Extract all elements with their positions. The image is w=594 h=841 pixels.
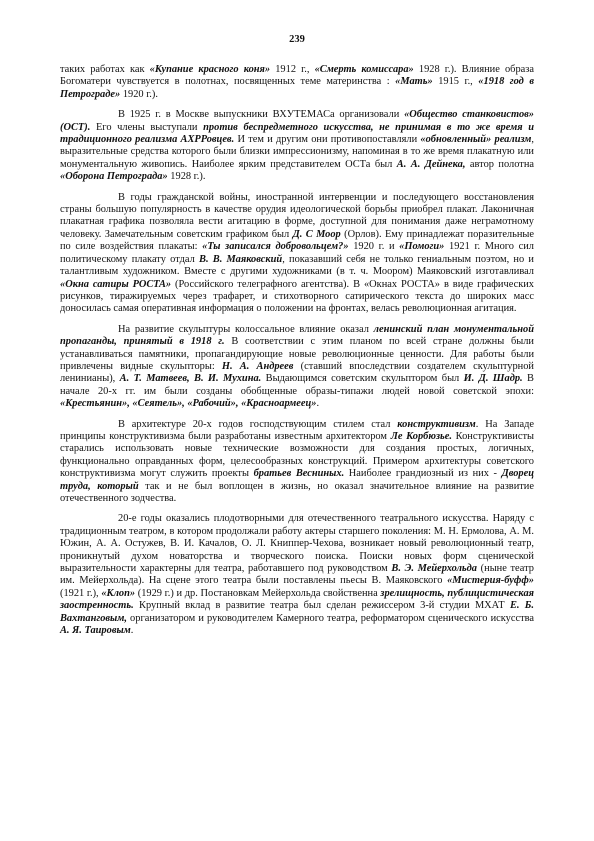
emphasis-run: Ле Корбюзье. bbox=[390, 430, 452, 442]
text-run: 1928 г.). Влияние образа Богоматери чувствуется в полотнах, посвященных теме материнства : bbox=[60, 64, 534, 88]
text-run: Выдающимся советским скульптором был bbox=[261, 373, 464, 385]
text-run: (ныне театр им. Мейерхольда). На сцене этого театра были поставлены пьесы В. Маяковского bbox=[60, 563, 534, 587]
emphasis-run: «Ты записался добровольцем?» bbox=[202, 241, 349, 253]
page-number: 239 bbox=[289, 34, 305, 45]
emphasis-run: «Крестьянин», «Сеятель», «Рабочий», «Красноармеец» bbox=[60, 398, 317, 410]
text-run: . bbox=[316, 398, 320, 410]
emphasis-run: «Смерть комиссара» bbox=[314, 64, 414, 75]
text-run: В архитектуре 20-х годов господствующим стилем стал bbox=[118, 418, 398, 430]
emphasis-run: Е. Б. Вахтанговым, bbox=[60, 600, 534, 624]
paragraph bbox=[60, 64, 534, 101]
text-run: И тем и другим они противопоставляли bbox=[234, 134, 421, 146]
emphasis-run: «Мать» bbox=[395, 76, 433, 88]
text-run: 1915 г., bbox=[432, 76, 479, 88]
text-run: Наиболее грандиозный из них - bbox=[344, 468, 502, 480]
text-run: автор полотна bbox=[465, 158, 535, 170]
emphasis-run: ленинский план монументальной пропаганды, принятый в 1918 г. bbox=[60, 323, 534, 348]
text-run: (Орлов). Ему принадлежат поразительные по силе воздействия плакаты: bbox=[60, 228, 535, 253]
text-run: В соответствии с этим планом по всей стране должны были устанавливаться памятники, пропагандирующие новые революционные ценности. Для работы были привлечены видные скульпторы: bbox=[60, 336, 534, 372]
text-run: так и не был воплощен в жизнь, но оказал значительное влияние на развитие отечественного зодчества. bbox=[60, 480, 534, 504]
emphasis-run: «Окна сатиры РОСТА» bbox=[60, 278, 172, 290]
emphasis-run: «Оборона Петрограда» bbox=[60, 171, 168, 183]
text-run: 1920 г. и bbox=[348, 241, 400, 253]
emphasis-run: зрелищность, публицистическая заостренность. bbox=[60, 587, 534, 612]
emphasis-run: А. Я. Таировым bbox=[60, 625, 131, 637]
emphasis-run: Дворец труда, который bbox=[60, 468, 534, 492]
emphasis-run: братьев Весниных. bbox=[253, 468, 345, 480]
text-run: Конструктивисты старались использовать новые технические возможности для создания простых, логичных, функционально оправданных форм, целесообразных конструкций. Примером архитектуры советского конструктивизма могут служить проекты bbox=[60, 430, 534, 480]
text-run: (1929 г.) и др. Постановкам Мейерхольда свойственна bbox=[135, 587, 381, 599]
text-run: Крупный вклад в развитие театра был сделан режиссером 3-й студии МХАТ bbox=[133, 600, 510, 612]
text-run: В 1925 г. в Москве выпускники ВХУТЕМАСа организовали bbox=[118, 109, 405, 121]
text-run: . bbox=[130, 625, 134, 637]
emphasis-run: против беспредметного искусства, не принимая в то же время и традиционного реализма АХРРовцев. bbox=[60, 121, 535, 146]
text-run: 1921 г. Много сил политическому плакату отдал bbox=[60, 241, 534, 265]
paragraph bbox=[60, 513, 534, 637]
emphasis-run: И. Д. Шадр. bbox=[463, 373, 523, 385]
emphasis-run: «обновленный» реализм bbox=[420, 134, 532, 146]
emphasis-run: В. Э. Мейерхольда bbox=[391, 563, 478, 575]
text-run: (Российского телеграфного агентства). В «Окнах РОСТА» в виде графических рисунков, тиражируемых через трафарет, и стихотворного сатирического текста до широких масс доносилась самая оперативная информация о положении на фронтах, велась революционная агитация. bbox=[60, 278, 534, 315]
emphasis-run: конструктивизм bbox=[397, 418, 476, 430]
text-run: . На Западе принципы конструктивизма были разработаны известным архитектором bbox=[60, 418, 535, 442]
text-run: таких работах как bbox=[60, 64, 150, 75]
emphasis-run: «Общество станковистов» (ОСТ). bbox=[60, 109, 534, 133]
text-run: На развитие скульптуры колоссальное влияние оказал bbox=[118, 323, 374, 335]
text-run: 1928 г.). bbox=[167, 171, 206, 183]
text-run: , выразительные средства которого были близки импрессионизму, напоминая в то же время плакатную или монументальную живопись. Наиболее ярким представителем ОСТа был bbox=[60, 134, 534, 170]
emphasis-run: А. Т. Матвеев, В. И. Мухина. bbox=[119, 373, 262, 385]
text-run: организатором и руководителем Камерного театра, реформатором сценического искусства bbox=[126, 612, 534, 624]
text-run: , показавший себя не только гениальным поэтом, но и талантливым художником. Вместе с другими художниками (в т. ч. Моором) Маяковский изготавливал bbox=[60, 253, 534, 278]
emphasis-run: «1918 год в Петрограде» bbox=[60, 76, 534, 100]
paragraph bbox=[60, 324, 534, 411]
paragraph bbox=[60, 192, 534, 316]
emphasis-run: Н. А. Андреев bbox=[221, 360, 294, 372]
text-run: (1921 г.), bbox=[60, 587, 102, 599]
emphasis-run: «Помоги» bbox=[399, 241, 445, 253]
text-run: 20-е годы оказались плодотворными для отечественного театрального искусства. Наряду с традиционным театром, в котором продолжали работу актеры старшего поколения: М. Н. Ермолова, А. М. Южин, А. А. Остужев, В. И. Качалов, О. Л. Книппер-Чехова, возникает новый революционный театр, проникнутый духом новаторства и творческого поиска. Поиски новых форм сценической выразительности характерны для театра, работавшего под руководством bbox=[60, 513, 534, 575]
emphasis-run: «Мистерия-буфф» bbox=[447, 575, 534, 587]
text-run: 1920 г.). bbox=[120, 88, 158, 100]
emphasis-run: В. В. Маяковский bbox=[199, 253, 283, 265]
paragraph bbox=[60, 109, 534, 183]
text-run: (ставший впоследствии создателем скульптурной ленинианы), bbox=[60, 360, 534, 385]
emphasis-run: «Клоп» bbox=[101, 587, 136, 599]
document-body bbox=[60, 64, 534, 645]
text-run: В начале 20-х гг. им были созданы обобщенные образы-типажи людей новой советской эпохи: bbox=[60, 373, 534, 397]
emphasis-run: А. А. Дейнека, bbox=[396, 158, 466, 170]
paragraph bbox=[60, 419, 534, 506]
emphasis-run: Д. С Моор bbox=[292, 228, 341, 240]
text-run: 1912 г., bbox=[270, 64, 315, 75]
text-run: Его члены выступали bbox=[90, 121, 204, 133]
text-run: В годы гражданской войны, иностранной интервенции и последующего восстановления страны большую популярность в качестве орудия идеологической борьбы приобрел плакат. Лаконичная плакатная графика позволяла вести агитацию в форме, доступной для понимания даже неграмотному человеку. Замечательным советским графиком был bbox=[60, 191, 534, 240]
emphasis-run: «Купание красного коня» bbox=[149, 64, 271, 75]
